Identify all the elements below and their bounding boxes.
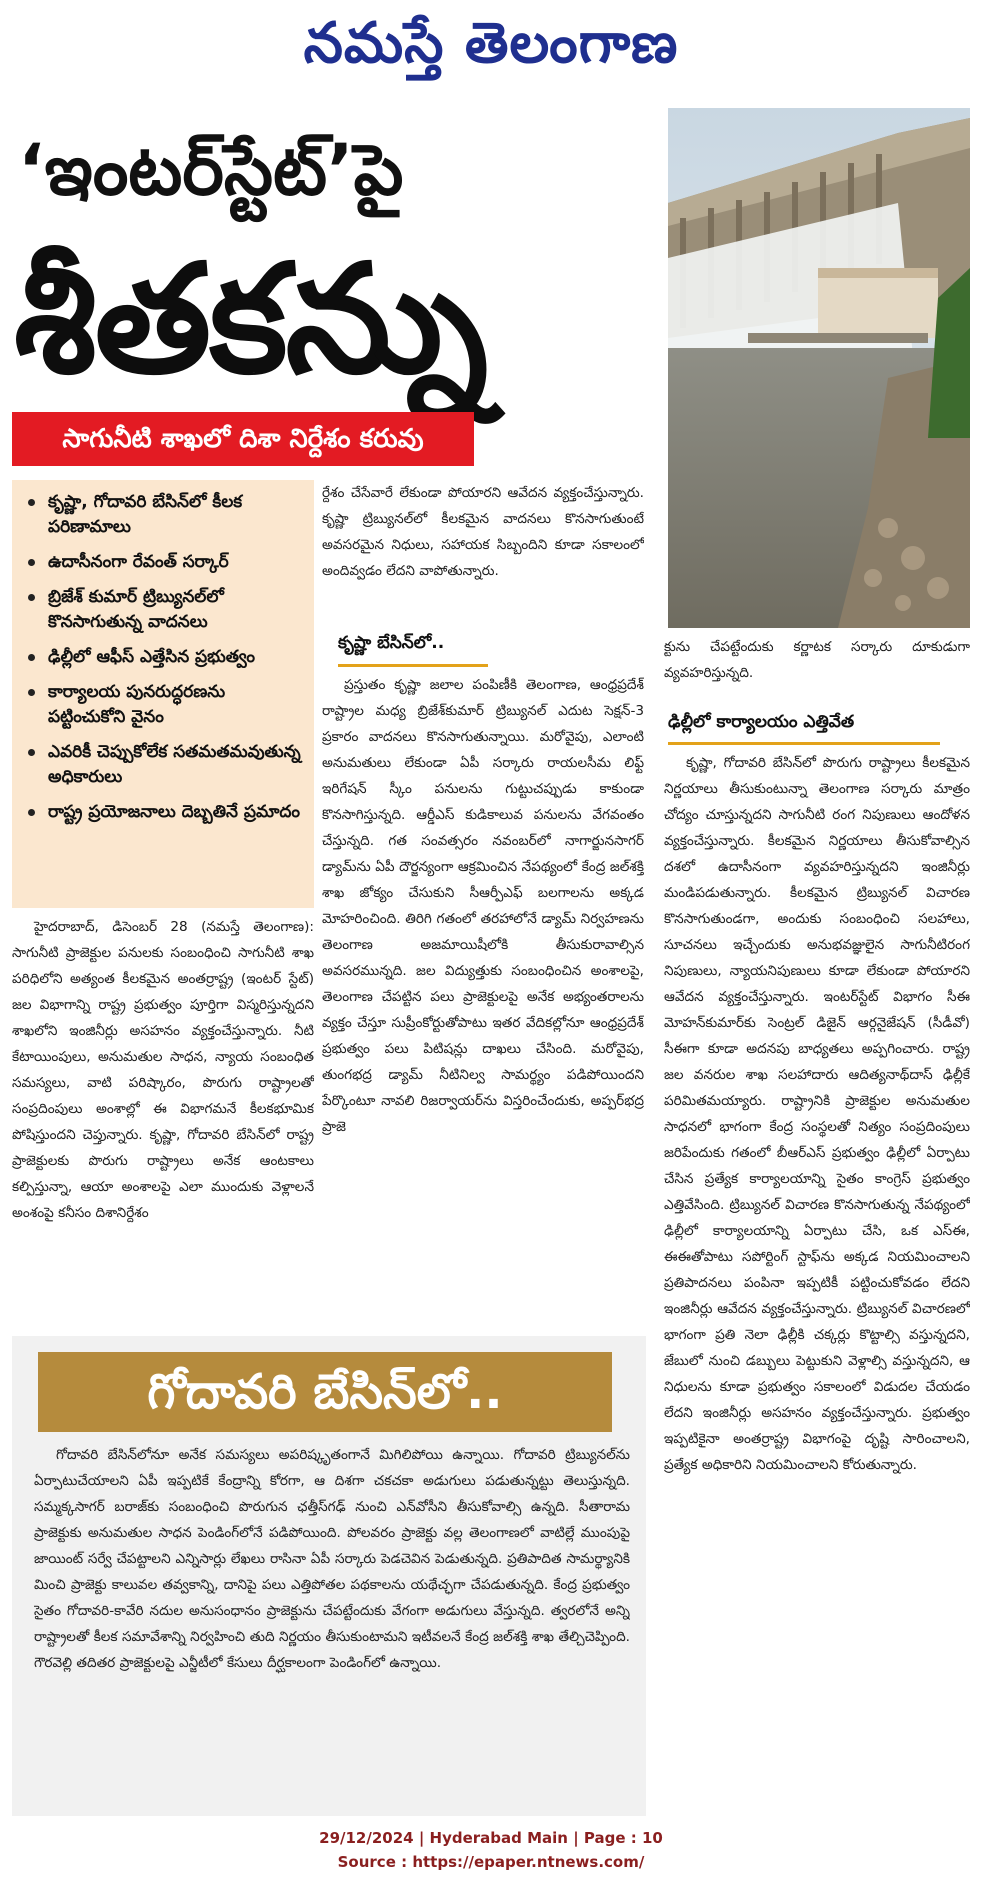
- masthead-logo: నమస్తే తెలంగాణ: [303, 10, 679, 76]
- subheading-krishna: కృష్ణా బేసిన్‌లో..: [338, 622, 488, 667]
- highlight-item: కార్యాలయ పునరుద్ధరణను పట్టించుకోని వైనం: [26, 680, 304, 730]
- footer-date-line: 29/12/2024 | Hyderabad Main | Page : 10: [319, 1829, 663, 1847]
- article-column-2-top: ర్దేశం చేసేవారే లేకుండా పోయారని ఆవేదన వ్యక్తంచేస్తున్నారు. కృష్ణా ట్రిబ్యునల్‌లో కీలకమైన వాదనలు కొనసాగుతుంటే అవసరమైన నిధులు, సహాయక సిబ్బందిని కూడా సకాలంలో అందివ్వడం లేదని వాపోతున్నారు.: [322, 485, 644, 579]
- godavari-section-text: గోదావరి బేసిన్‌లోనూ అనేక సమస్యలు అపరిష్కృతంగానే మిగిలిపోయి ఉన్నాయి. గోదావరి ట్రిబ్యునల్‌ను ఏర్పాటుచేయాలని ఏపీ ఇప్పటికే కేంద్రాన్ని కోరగా, ఆ దిశగా చకచకా అడుగులు పడుతున్నట్టు తెలుస్తున్నది. సమ్మక్కసాగర్ బరాజ్‌కు సంబంధించి పొరుగున ఛత్తీస్‌గఢ్ నుంచి ఎన్‌వోసీని తీసుకోవాల్సి ఉన్నది. సీతారామ ప్రాజెక్టుకు అనుమతుల సాధన పెండింగ్‌లోనే పడిపోయింది. పోలవరం ప్రాజెక్టు వల్ల తెలంగాణలో వాటిల్లే ముంపుపై జాయింట్ సర్వే చేపట్టాలని ఎన్నిసార్లు లేఖలు రాసినా ఏపీ సర్కారు పెడచెవిన పెడుతున్నది. ప్రతిపాదిత సామర్థ్యానికి మించి ప్రాజెక్టు కాలువల తవ్వకాన్ని, దానిపై పలు ఎత్తిపోతల పథకాలను యథేచ్ఛగా చేపడుతున్నది. కేంద్ర ప్రభుత్వం సైతం గోదావరి-కావేరి నదుల అనుసంధానం ప్రాజెక్టును చేపట్టేందుకు వేగంగా అడుగులు వేస్తున్నది. త్వరలోనే అన్ని రాష్ట్రాలతో కీలక సమావేశాన్ని నిర్వహించి తుది నిర్ణయం తీసుకుంటామని ఇటీవలనే కేంద్ర జల్‌శక్తి శాఖ తేల్చిచెప్పింది. గౌరవెల్లి తదితర ప్రాజెక్టులపై ఎన్జీటీలో కేసులు దీర్ఘకాలంగా పెండింగ్‌లో ఉన్నాయి.: [34, 1447, 630, 1671]
- article-column-3-top: క్టును చేపట్టేందుకు కర్ణాటక సర్కారు దూకుడుగా వ్యవహరిస్తున్నది.: [664, 639, 970, 681]
- bullet-icon: [28, 654, 35, 661]
- bullet-icon: [28, 689, 35, 696]
- headline-line-1: ‘ఇంటర్‌స్టేట్’పై: [18, 129, 404, 211]
- headline-line-2: శీతకన్ను: [14, 233, 487, 407]
- subheading-godavari: గోదావరి బేసిన్‌లో..: [38, 1352, 612, 1432]
- article-column-2: ప్రస్తుతం కృష్ణా జలాల పంపిణీకి తెలంగాణ, ఆంధ్రప్రదేశ్ రాష్ట్రాల మధ్య బ్రిజేశ్‌కుమార్ ట్రిబ్యునల్ ఎదుట సెక్షన్-3 ప్రకారం వాదనలు కొనసాగుతున్నాయి. మరోవైపు, ఎలాంటి అనుమతులు లేకుండా ఏపీ సర్కారు రాయలసీమ లిఫ్ట్ ఇరిగేషన్ స్కీం పనులను గుట్టుచప్పుడు కాకుండా కొనసాగిస్తున్నది. ఆర్డీఎస్ కుడికాలువ పనులను వేగవంతం చేస్తున్నది. గత సంవత్సరం నవంబర్‌లో నాగార్జునసాగర్ డ్యామ్‌ను ఏపీ దౌర్జన్యంగా ఆక్రమించిన నేపథ్యంలో కేంద్ర జల్‌శక్తి శాఖ జోక్యం చేసుకుని సీఆర్పీఎఫ్ బలగాలను అక్కడ మోహరించింది. తిరిగి గతంలో తరహాలోనే డ్యామ్ నిర్వహణను తెలంగాణ అజమాయిషీలోకి తీసుకురావాల్సిన అవసరమున్నది. జల విద్యుత్తుకు సంబంధించిన అంశాలపై, తెలంగాణ చేపట్టిన పలు ప్రాజెక్టులపై అనేక అభ్యంతరాలను వ్యక్తం చేస్తూ సుప్రీంకోర్టుతోపాటు ఇతర వేదికల్లోనూ ఆంధ్రప్రదేశ్ ప్రభుత్వం పలు పిటిషన్లు దాఖలు చేసింది. మరోవైపు, తుంగభద్ర డ్యామ్ నీటినిల్వ సామర్థ్యం పడిపోయిందని పేర్కొంటూ నావలి రిజర్వాయర్‌ను విస్తరించేందుకు, అప్పర్‌భద్ర ప్రాజె: [322, 677, 644, 1135]
- highlights-box: [12, 480, 314, 908]
- article-column-1: హైదరాబాద్, డిసెంబర్ 28 (నమస్తే తెలంగాణ): సాగునీటి ప్రాజెక్టుల పనులకు సంబంధించి సాగునీటి శాఖ పరిధిలోని అత్యంత కీలకమైన అంతర్రాష్ట్ర (ఇంటర్ స్టేట్) జల విభాగాన్ని రాష్ట్ర ప్రభుత్వం పూర్తిగా విస్మరిస్తున్నదని శాఖలోని ఇంజినీర్లు అసహనం వ్యక్తంచేస్తున్నారు. నీటి కేటాయింపులు, అనుమతుల సాధన, న్యాయ సంబంధిత సమస్యలు, వాటి పరిష్కారం, పొరుగు రాష్ట్రాలతో సంప్రదింపులు అంశాల్లో ఈ విభాగమనే కీలకభూమిక పోషిస్తుందని చెప్తున్నారు. కృష్ణా, గోదావరి బేసిన్‌లో రాష్ట్ర ప్రాజెక్టులకు పొరుగు రాష్ట్రాలు అనేక ఆంటకాలు కల్పిస్తున్నా, ఆయా అంశాలపై ఎలా ముందుకు వెళ్లాలనే అంశంపై కనీసం దిశానిర్దేశం: [12, 919, 314, 1221]
- highlight-item: ఉదాసీనంగా రేవంత్ సర్కార్: [26, 550, 304, 575]
- footer-source-link[interactable]: Source : https://epaper.ntnews.com/: [337, 1853, 645, 1871]
- highlight-item: కృష్ణా, గోదావరి బేసిన్‌లో కీలక పరిణామాలు: [26, 490, 304, 540]
- bullet-icon: [28, 749, 35, 756]
- kicker-banner: సాగునీటి శాఖలో దిశా నిర్దేశం కరువు: [12, 412, 474, 466]
- highlight-item: ఢిల్లీలో ఆఫీస్ ఎత్తేసిన ప్రభుత్వం: [26, 645, 304, 670]
- article-column-3: కృష్ణా, గోదావరి బేసిన్‌లో పొరుగు రాష్ట్రాలు కీలకమైన నిర్ణయాలు తీసుకుంటున్నా తెలంగాణ సర్కారు మాత్రం చోద్యం చూస్తున్నదని సాగునీటి రంగ నిపుణులు ఆందోళన వ్యక్తంచేస్తున్నారు. కీలకమైన నిర్ణయాలు తీసుకోవాల్సిన దశలో ఉదాసీనంగా వ్యవహరిస్తున్నదని ఇంజినీర్లు మండిపడుతున్నారు. కీలకమైన ట్రిబ్యునల్ విచారణ కొనసాగుతుండగా, అందుకు సంబంధించి సలహాలు, సూచనలు ఇచ్చేందుకు అనుభవజ్ఞులైన సాగునీటిరంగ నిపుణులు, న్యాయనిపుణులు కూడా లేకుండా పోయారని ఆవేదన వ్యక్తంచేస్తున్నారు. ఇంటర్‌స్టేట్ విభాగం సీఈ మోహన్‌కుమార్‌కు సెంట్రల్ డిజైన్ ఆర్గనైజేషన్ (సీడీవో) సీఈగా కూడా అదనపు బాధ్యతలు అప్పగించారు. రాష్ట్ర జల వనరుల శాఖ సలహాదారు ఆదిత్యనాథ్‌దాస్ ఢిల్లీకే పరిమితమయ్యారు. రాష్ట్రానికి ప్రాజెక్టుల అనుమతుల సాధనలో భాగంగా కేంద్ర సంస్థలతో నిత్యం సంప్రదింపులు జరిపేందుకు గతంలో బీఆర్‌ఎస్ ప్రభుత్వం ఢిల్లీలో ఏర్పాటు చేసిన ప్రత్యేక కార్యాలయాన్ని సైతం కాంగ్రెస్ ప్రభుత్వం ఎత్తివేసింది. ట్రిబ్యునల్ విచారణ కొనసాగుతున్న నేపథ్యంలో ఢిల్లీలో కార్యాలయాన్ని ఏర్పాటు చేసి, ఒక ఎస్‌ఈ, ఈఈతోపాటు సపోర్టింగ్ స్టాఫ్‌ను అక్కడ నియమించాలని ప్రతిపాదనలు పంపినా ఇప్పటికీ పట్టించుకోవడం లేదని ఇంజినీర్లు ఆవేదన వ్యక్తంచేస్తున్నారు. ట్రిబ్యునల్ విచారణలో భాగంగా ప్రతి నెలా ఢిల్లీకి చక్కర్లు కొట్టాల్సి వస్తున్నదని, జేబులో నుంచి డబ్బులు పెట్టుకుని వెళ్లాల్సి వస్తున్నదని, ఆ నిధులను కూడా ప్రభుత్వం సకాలంలో విడుదల చేయడం లేదని ఇంజినీర్లు అసహనం వ్యక్తంచేస్తున్నారు. ప్రభుత్వం ఇప్పటికైనా అంతర్రాష్ట్ర విభాగంపై దృష్టి సారించాలని, ప్రత్యేక అధికారిని నియమించాలని కోరుతున్నారు.: [664, 755, 970, 1473]
- highlights-list: [26, 490, 304, 825]
- bullet-icon: [28, 559, 35, 566]
- highlight-item: రాష్ట్ర ప్రయోజనాలు దెబ్బతినే ప్రమాదం: [26, 800, 304, 825]
- dam-photo: [668, 108, 970, 628]
- bullet-icon: [28, 594, 35, 601]
- highlight-item: ఎవరికీ చెప్పుకోలేక సతమతమవుతున్న అధికారులు: [26, 740, 304, 790]
- subheading-delhi-office: ఢిల్లీలో కార్యాలయం ఎత్తివేత: [668, 702, 940, 745]
- dam-photo-image: [668, 108, 970, 628]
- bullet-icon: [28, 809, 35, 816]
- bullet-icon: [28, 499, 35, 506]
- highlight-item: బ్రిజేశ్ కుమార్ ట్రిబ్యునల్‌లో కొనసాగుతున్న వాదనలు: [26, 585, 304, 635]
